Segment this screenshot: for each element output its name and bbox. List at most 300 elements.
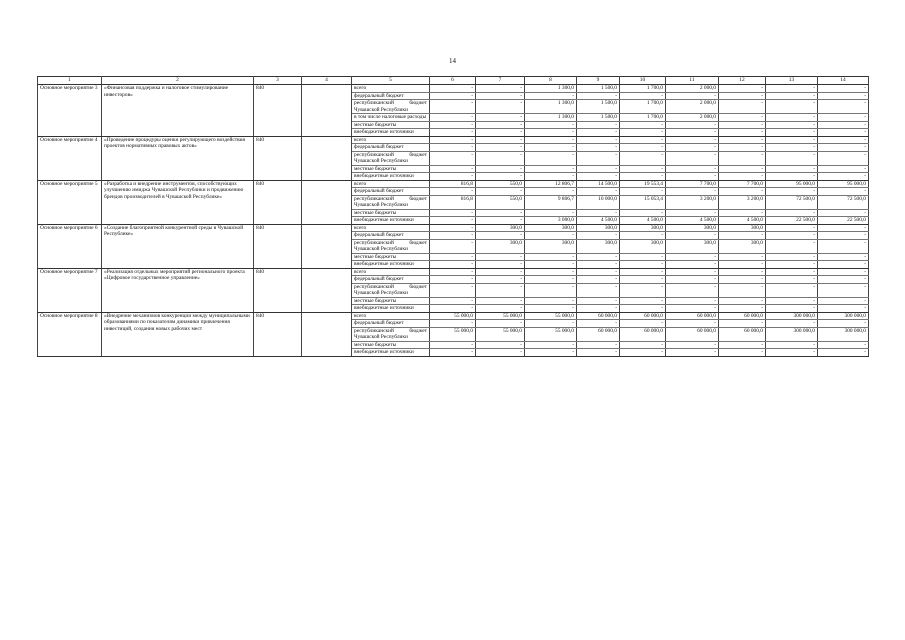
funding-value: -: [719, 114, 766, 122]
funding-value: -: [719, 253, 766, 261]
funding-value: -: [430, 297, 476, 305]
funding-source: федеральный бюджет: [352, 232, 430, 240]
funding-value: -: [766, 283, 818, 297]
funding-value: -: [766, 253, 818, 261]
funding-value: -: [430, 239, 476, 253]
funding-value: -: [430, 100, 476, 114]
funding-value: -: [577, 283, 620, 297]
funding-value: -: [577, 320, 620, 328]
funding-value: -: [818, 129, 869, 137]
funding-value: -: [818, 232, 869, 240]
column-4-cell: [302, 180, 352, 224]
funding-source: местные бюджеты: [352, 297, 430, 305]
funding-value: -: [666, 283, 719, 297]
funding-value: 12 806,7: [525, 180, 577, 188]
funding-value: -: [818, 188, 869, 196]
funding-value: -: [766, 144, 818, 152]
funding-value: -: [577, 136, 620, 144]
funding-source: местные бюджеты: [352, 341, 430, 349]
funding-value: -: [430, 151, 476, 165]
funding-value: -: [525, 144, 577, 152]
funding-value: -: [666, 261, 719, 269]
event-name: Основное мероприятие 7: [38, 268, 102, 312]
funding-source: внебюджетные источники: [352, 305, 430, 313]
funding-value: -: [719, 232, 766, 240]
funding-value: -: [430, 320, 476, 328]
funding-value: 300,0: [719, 239, 766, 253]
column-number-header: 8: [525, 77, 577, 85]
funding-value: -: [666, 232, 719, 240]
funding-source: всего: [352, 268, 430, 276]
funding-value: 3 200,0: [719, 195, 766, 209]
column-number-header: 2: [102, 77, 254, 85]
funding-value: -: [620, 151, 666, 165]
funding-value: 60 000,0: [577, 327, 620, 341]
funding-source: республиканский бюджет Чувашской Республики: [352, 151, 430, 165]
funding-value: -: [818, 276, 869, 284]
funding-value: 550,0: [476, 180, 525, 188]
table-row: [38, 136, 869, 144]
funding-value: -: [766, 209, 818, 217]
funding-value: -: [620, 276, 666, 284]
funding-value: -: [719, 268, 766, 276]
funding-value: -: [430, 224, 476, 232]
funding-value: 300,0: [525, 224, 577, 232]
funding-value: -: [620, 173, 666, 181]
funding-value: 72 500,0: [818, 195, 869, 209]
funding-value: -: [620, 320, 666, 328]
funding-value: -: [525, 297, 577, 305]
funding-source: местные бюджеты: [352, 253, 430, 261]
funding-value: -: [577, 261, 620, 269]
funding-value: -: [766, 92, 818, 100]
event-name: Основное мероприятие 4: [38, 136, 102, 180]
funding-value: -: [620, 209, 666, 217]
column-number-header: 5: [352, 77, 430, 85]
funding-value: -: [818, 114, 869, 122]
funding-value: -: [620, 232, 666, 240]
funding-value: 2 000,0: [666, 114, 719, 122]
funding-value: -: [620, 268, 666, 276]
funding-value: -: [525, 341, 577, 349]
funding-value: 300 000,0: [766, 327, 818, 341]
funding-value: 550,0: [476, 195, 525, 209]
funding-value: -: [525, 188, 577, 196]
funding-value: 300 000,0: [818, 327, 869, 341]
funding-source: всего: [352, 136, 430, 144]
funding-value: -: [818, 121, 869, 129]
funding-value: -: [766, 268, 818, 276]
funding-value: 60 000,0: [620, 327, 666, 341]
funding-value: -: [766, 276, 818, 284]
funding-value: 55 000,0: [476, 312, 525, 320]
funding-value: -: [525, 129, 577, 137]
funding-value: -: [719, 305, 766, 313]
funding-value: 816,8: [430, 180, 476, 188]
funding-value: -: [766, 173, 818, 181]
funding-value: -: [476, 188, 525, 196]
funding-value: 1 300,0: [525, 100, 577, 114]
funding-value: 15 053,4: [620, 195, 666, 209]
event-title: «Внедрение механизмов конкуренции между муниципальными образованиями по показателям динамики привлечения инвестиций, создания новых рабочих мест: [102, 312, 254, 356]
funding-value: -: [766, 341, 818, 349]
funding-value: -: [430, 165, 476, 173]
funding-value: -: [719, 173, 766, 181]
funding-value: -: [766, 129, 818, 137]
funding-value: -: [719, 92, 766, 100]
funding-value: -: [766, 261, 818, 269]
funding-value: -: [766, 136, 818, 144]
admin-code: 840: [254, 224, 302, 268]
column-4-cell: [302, 268, 352, 312]
funding-value: 1 700,0: [620, 85, 666, 93]
funding-value: -: [577, 276, 620, 284]
admin-code: 840: [254, 268, 302, 312]
funding-value: -: [818, 341, 869, 349]
column-number-row: [38, 77, 869, 85]
funding-value: -: [577, 305, 620, 313]
funding-value: -: [666, 165, 719, 173]
funding-value: -: [476, 129, 525, 137]
funding-value: 1 300,0: [525, 85, 577, 93]
event-title: «Создание благоприятной конкурентной среды в Чувашской Республике»: [102, 224, 254, 268]
event-name: Основное мероприятие 8: [38, 312, 102, 356]
funding-value: -: [476, 144, 525, 152]
funding-value: 300,0: [577, 224, 620, 232]
funding-value: -: [577, 297, 620, 305]
funding-value: -: [766, 114, 818, 122]
funding-value: 22 500,0: [766, 217, 818, 225]
event-title: «Финансовая поддержка и налоговое стимулирование инвесторов»: [102, 85, 254, 137]
funding-value: -: [476, 232, 525, 240]
funding-source: федеральный бюджет: [352, 320, 430, 328]
funding-value: -: [525, 173, 577, 181]
funding-value: 19 553,4: [620, 180, 666, 188]
funding-value: 300,0: [620, 224, 666, 232]
funding-value: 55 000,0: [525, 327, 577, 341]
column-number-header: 10: [620, 77, 666, 85]
funding-value: -: [430, 136, 476, 144]
funding-value: 22 500,0: [818, 217, 869, 225]
funding-value: -: [818, 209, 869, 217]
funding-value: -: [620, 283, 666, 297]
funding-value: -: [430, 173, 476, 181]
funding-value: -: [719, 85, 766, 93]
funding-value: 60 000,0: [577, 312, 620, 320]
funding-value: -: [818, 283, 869, 297]
funding-value: -: [577, 209, 620, 217]
funding-source: федеральный бюджет: [352, 276, 430, 284]
funding-value: -: [577, 151, 620, 165]
funding-value: -: [525, 320, 577, 328]
funding-value: -: [620, 136, 666, 144]
funding-value: 4 500,0: [577, 217, 620, 225]
funding-value: -: [666, 268, 719, 276]
funding-value: 95 000,0: [818, 180, 869, 188]
funding-value: -: [476, 173, 525, 181]
funding-value: -: [430, 144, 476, 152]
funding-value: -: [430, 188, 476, 196]
event-name: Основное мероприятие 3: [38, 85, 102, 137]
funding-value: -: [430, 276, 476, 284]
event-title: «Проведение процедуры оценки регулирующего воздействия проектов нормативных правовых актов»: [102, 136, 254, 180]
funding-value: 4 500,0: [719, 217, 766, 225]
funding-value: -: [666, 144, 719, 152]
funding-source: всего: [352, 312, 430, 320]
funding-value: 300 000,0: [766, 312, 818, 320]
funding-value: 300,0: [476, 239, 525, 253]
funding-value: 300,0: [719, 224, 766, 232]
funding-value: 300,0: [476, 224, 525, 232]
column-4-cell: [302, 136, 352, 180]
funding-source: республиканский бюджет Чувашской Республики: [352, 239, 430, 253]
admin-code: 840: [254, 312, 302, 356]
funding-value: -: [766, 121, 818, 129]
funding-value: -: [818, 144, 869, 152]
funding-value: -: [577, 232, 620, 240]
funding-value: -: [818, 297, 869, 305]
funding-value: -: [818, 305, 869, 313]
event-name: Основное мероприятие 5: [38, 180, 102, 224]
funding-value: -: [766, 224, 818, 232]
funding-value: -: [476, 261, 525, 269]
funding-value: -: [766, 297, 818, 305]
funding-value: 300 000,0: [818, 312, 869, 320]
funding-value: -: [766, 239, 818, 253]
funding-source: всего: [352, 224, 430, 232]
funding-value: -: [766, 151, 818, 165]
funding-value: -: [476, 349, 525, 357]
funding-value: -: [525, 268, 577, 276]
funding-value: -: [476, 85, 525, 93]
column-4-cell: [302, 312, 352, 356]
event-title: «Реализация отдельных мероприятий регионального проекта «Цифровое государственное управление»: [102, 268, 254, 312]
funding-value: -: [719, 165, 766, 173]
funding-value: -: [666, 209, 719, 217]
funding-value: -: [620, 297, 666, 305]
funding-value: -: [620, 188, 666, 196]
funding-value: -: [525, 92, 577, 100]
funding-value: -: [577, 129, 620, 137]
funding-source: республиканский бюджет Чувашской Республики: [352, 283, 430, 297]
funding-value: -: [666, 320, 719, 328]
column-4-cell: [302, 224, 352, 268]
funding-value: 4 500,0: [666, 217, 719, 225]
funding-value: -: [766, 232, 818, 240]
funding-value: -: [766, 85, 818, 93]
funding-value: -: [818, 224, 869, 232]
funding-value: -: [666, 173, 719, 181]
column-number-header: 13: [766, 77, 818, 85]
funding-value: -: [818, 253, 869, 261]
funding-value: -: [525, 276, 577, 284]
funding-value: -: [430, 261, 476, 269]
funding-value: -: [818, 261, 869, 269]
funding-value: -: [666, 349, 719, 357]
funding-value: -: [620, 261, 666, 269]
funding-value: 1 300,0: [525, 114, 577, 122]
funding-value: 72 500,0: [766, 195, 818, 209]
funding-value: -: [476, 100, 525, 114]
funding-source: местные бюджеты: [352, 165, 430, 173]
funding-value: -: [666, 253, 719, 261]
event-title: «Разработка и внедрение инструментов, способствующих улучшению имиджа Чувашской Республики и продвижению брендов производителей в Чувашской Республике»: [102, 180, 254, 224]
column-number-header: 11: [666, 77, 719, 85]
funding-value: 816,8: [430, 195, 476, 209]
funding-value: -: [666, 188, 719, 196]
funding-value: -: [476, 92, 525, 100]
funding-value: -: [430, 114, 476, 122]
funding-value: -: [577, 121, 620, 129]
funding-source: всего: [352, 180, 430, 188]
funding-value: -: [476, 276, 525, 284]
funding-value: -: [620, 121, 666, 129]
funding-value: -: [818, 268, 869, 276]
funding-value: -: [476, 305, 525, 313]
funding-value: -: [430, 121, 476, 129]
funding-value: 14 500,0: [577, 180, 620, 188]
funding-value: 300,0: [666, 224, 719, 232]
funding-value: -: [719, 276, 766, 284]
funding-source: республиканский бюджет Чувашской Республики: [352, 327, 430, 341]
funding-value: -: [666, 121, 719, 129]
funding-source: местные бюджеты: [352, 209, 430, 217]
funding-value: -: [620, 305, 666, 313]
funding-value: -: [620, 165, 666, 173]
funding-value: -: [525, 136, 577, 144]
funding-value: -: [577, 92, 620, 100]
column-number-header: 12: [719, 77, 766, 85]
funding-value: -: [818, 239, 869, 253]
column-number-header: 4: [302, 77, 352, 85]
funding-value: -: [666, 305, 719, 313]
funding-value: 60 000,0: [666, 312, 719, 320]
column-number-header: 1: [38, 77, 102, 85]
funding-value: -: [525, 165, 577, 173]
funding-value: 2 000,0: [666, 100, 719, 114]
funding-value: 2 000,0: [666, 85, 719, 93]
funding-value: -: [476, 253, 525, 261]
funding-value: -: [818, 85, 869, 93]
funding-value: -: [818, 92, 869, 100]
funding-value: -: [620, 129, 666, 137]
funding-value: -: [476, 151, 525, 165]
funding-value: -: [430, 209, 476, 217]
funding-value: -: [719, 297, 766, 305]
funding-value: -: [766, 100, 818, 114]
funding-value: -: [666, 341, 719, 349]
funding-value: 300,0: [620, 239, 666, 253]
funding-value: -: [476, 217, 525, 225]
funding-value: -: [476, 268, 525, 276]
funding-value: -: [719, 100, 766, 114]
funding-value: -: [577, 253, 620, 261]
funding-value: 3 200,0: [666, 195, 719, 209]
admin-code: 840: [254, 180, 302, 224]
funding-value: 60 000,0: [666, 327, 719, 341]
table-body: [38, 77, 869, 357]
funding-value: -: [719, 320, 766, 328]
funding-value: -: [719, 144, 766, 152]
budget-table: [37, 76, 869, 357]
funding-value: -: [430, 253, 476, 261]
admin-code: 840: [254, 136, 302, 180]
funding-value: -: [577, 173, 620, 181]
funding-value: -: [620, 92, 666, 100]
funding-source: федеральный бюджет: [352, 92, 430, 100]
funding-value: -: [430, 349, 476, 357]
table-row: [38, 312, 869, 320]
funding-value: -: [430, 341, 476, 349]
table-row: [38, 180, 869, 188]
funding-value: -: [766, 188, 818, 196]
funding-value: -: [525, 209, 577, 217]
funding-value: -: [719, 121, 766, 129]
funding-value: 4 500,0: [620, 217, 666, 225]
funding-value: -: [818, 136, 869, 144]
column-number-header: 14: [818, 77, 869, 85]
funding-value: -: [430, 268, 476, 276]
funding-value: 55 000,0: [476, 327, 525, 341]
funding-source: республиканский бюджет Чувашской Республики: [352, 100, 430, 114]
admin-code: 840: [254, 85, 302, 137]
table-row: [38, 85, 869, 93]
funding-value: -: [476, 297, 525, 305]
funding-source: в том числе налоговые расходы: [352, 114, 430, 122]
funding-value: -: [818, 349, 869, 357]
funding-value: -: [666, 151, 719, 165]
funding-value: -: [430, 129, 476, 137]
funding-source: внебюджетные источники: [352, 173, 430, 181]
funding-value: -: [476, 165, 525, 173]
funding-value: -: [719, 188, 766, 196]
funding-value: 60 000,0: [719, 312, 766, 320]
column-number-header: 3: [254, 77, 302, 85]
funding-value: 55 000,0: [430, 312, 476, 320]
funding-value: 1 700,0: [620, 114, 666, 122]
funding-value: -: [719, 261, 766, 269]
funding-value: 7 700,0: [666, 180, 719, 188]
funding-value: 300,0: [525, 239, 577, 253]
funding-value: -: [577, 349, 620, 357]
funding-value: -: [666, 136, 719, 144]
funding-value: 60 000,0: [719, 327, 766, 341]
funding-value: -: [476, 341, 525, 349]
funding-value: -: [525, 121, 577, 129]
table-row: [38, 224, 869, 232]
funding-value: -: [719, 136, 766, 144]
column-4-cell: [302, 85, 352, 137]
funding-value: -: [525, 261, 577, 269]
funding-value: -: [525, 253, 577, 261]
funding-value: 9 806,7: [525, 195, 577, 209]
funding-value: 55 000,0: [525, 312, 577, 320]
funding-value: 60 000,0: [620, 312, 666, 320]
funding-value: -: [666, 276, 719, 284]
funding-value: -: [525, 305, 577, 313]
funding-value: -: [430, 217, 476, 225]
funding-value: 1 700,0: [620, 100, 666, 114]
funding-source: внебюджетные источники: [352, 129, 430, 137]
funding-value: -: [620, 341, 666, 349]
funding-value: -: [719, 341, 766, 349]
funding-source: внебюджетные источники: [352, 261, 430, 269]
funding-value: -: [525, 283, 577, 297]
funding-value: -: [476, 136, 525, 144]
funding-source: республиканский бюджет Чувашской Республики: [352, 195, 430, 209]
funding-value: -: [719, 129, 766, 137]
funding-value: -: [666, 92, 719, 100]
